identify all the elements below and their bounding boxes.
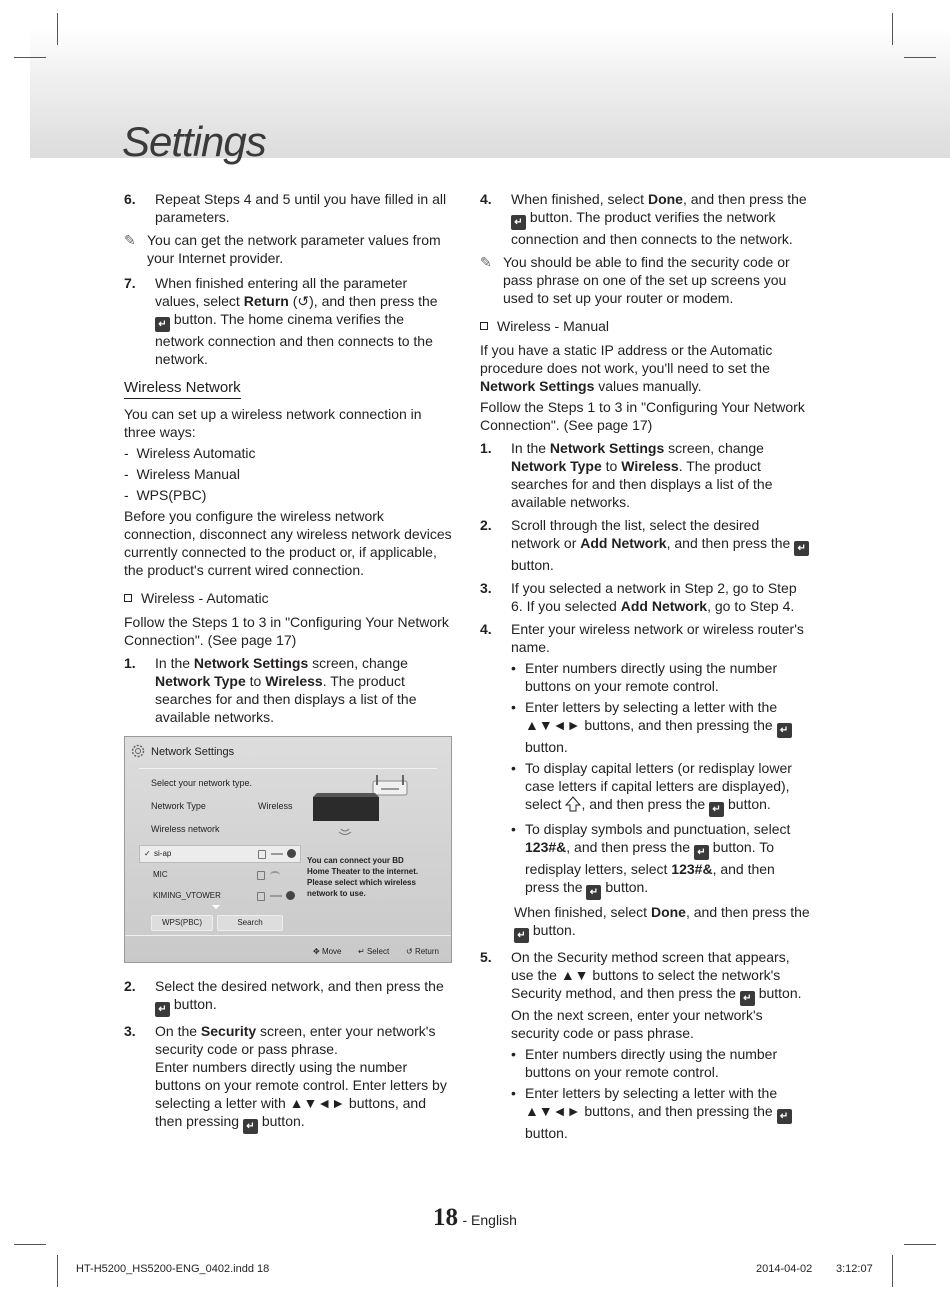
list-item: • Enter numbers directly using the number buttons on your remote control. (511, 1046, 778, 1080)
enter-button-icon: ↵ (586, 885, 601, 900)
list-item: • Enter letters by selecting a letter with the ▲▼◄► buttons, and then pressing the ↵ button. (511, 1084, 812, 1142)
list-item: • To display capital letters (or redisplay lower case letters if capital letters are displayed), select , and then press the ↵ button. (511, 760, 792, 815)
move-arrows-icon: ✥ (313, 947, 320, 956)
screen-info-text: You can connect your BD Home Theater to the internet. Please select which wireless network to use. (307, 856, 419, 898)
crop-mark (14, 57, 46, 58)
search-button[interactable]: Search (217, 915, 283, 931)
lock-icon (257, 871, 265, 880)
enter-button-icon: ↵ (514, 928, 529, 943)
checkbox-bullet-icon (480, 322, 488, 330)
list-item: - Wireless Automatic (124, 445, 256, 461)
router-and-player-illustration (311, 773, 411, 839)
checkbox-bullet-icon (124, 594, 132, 602)
pencil-note-icon: ✎ (480, 254, 492, 270)
lock-icon (257, 892, 265, 901)
arrow-right-icon (286, 891, 295, 900)
page-number: 18 - English (433, 1204, 517, 1231)
settings-gear-icon (131, 744, 145, 758)
screen-title: Network Settings (151, 746, 235, 758)
manual-step-4: 4. Enter your wireless network or wireless router's name. • Enter numbers directly using the number buttons on your remote control. • Enter letters by selecting a letter with the ▲▼◄► buttons, and then pressing the ↵ button. • To display capital letters (or redisplay lower case letters if capital letters are displayed), select , and then press the ↵ button. • To display symbols and punctuation, select 123#&, and then press the ↵ button. To redisplay letters, select 123#&, and then press the ↵ button. When finished, select Done, and then press the ↵ button. (480, 620, 812, 943)
crop-mark (904, 1244, 936, 1245)
auto-step-3: 3. On the Security screen, enter your network's security code or pass phrase. Enter numbers directly using the number buttons on your remote control. Enter letters by selecting a letter with ▲▼◄► buttons, and then pressing ↵ button. (124, 1023, 447, 1132)
list-item: • To display symbols and punctuation, select 123#&, and then press the ↵ button. To redisplay letters, select 123#&, and then press the ↵ button. (511, 821, 791, 898)
wps-pbc-button[interactable]: WPS(PBC) (151, 915, 213, 931)
enter-button-icon: ↵ (694, 845, 709, 860)
crop-mark (892, 13, 893, 45)
enter-button-icon: ↵ (243, 1119, 258, 1134)
auto-step-1: 1. In the Network Settings screen, change Network Type to Wireless. The product searches for and then displays a list of the available networks. (124, 655, 417, 725)
list-item: • Enter letters by selecting a letter with the ▲▼◄► buttons, and then pressing the ↵ button. (511, 698, 812, 756)
pencil-note-icon: ✎ (124, 232, 136, 248)
list-item: - WPS(PBC) (124, 487, 207, 503)
list-item: • Enter numbers directly using the number buttons on your remote control. (511, 660, 778, 694)
enter-button-icon: ↵ (740, 991, 755, 1006)
enter-button-icon: ↵ (777, 723, 792, 738)
enter-button-icon: ↵ (511, 215, 526, 230)
wireless-before: Before you configure the wireless network connection, disconnect any wireless network devices currently connected to the product or, if applicable, the product's current wired connection. (124, 508, 452, 578)
enter-button-icon: ↵ (155, 317, 170, 332)
manual-step-5: 5. On the Security method screen that appears, use the ▲▼ buttons to select the network's Security method, and then press the ↵ button. On the next screen, enter your network's security code or pass phrase. • Enter numbers directly using the number buttons on your remote control. • Enter letters by selecting a letter with the ▲▼◄► buttons, and then pressing the ↵ button. (480, 948, 812, 1142)
enter-button-icon: ↵ (155, 1002, 170, 1017)
slug-date: 2014-04-02 (756, 1263, 813, 1275)
manual-step-4-bullets (511, 659, 812, 900)
enter-button-icon: ↵ (777, 1109, 792, 1124)
note-network-values: ✎ You can get the network parameter values from your Internet provider. (124, 232, 441, 266)
crop-mark (57, 1255, 58, 1287)
return-icon: ↺ (406, 947, 413, 956)
arrow-right-icon (287, 849, 296, 858)
crop-mark (57, 13, 58, 45)
lock-icon (258, 850, 266, 859)
network-settings-screenshot (124, 736, 452, 963)
left-column (124, 190, 454, 1139)
hint-move: ✥ Move (313, 947, 342, 956)
subhead-wireless-manual: Wireless - Manual (480, 317, 812, 335)
auto-step-4: 4. When finished, select Done, and then press the ↵ button. The product verifies the network connection and then connects to the network. (480, 191, 807, 247)
wireless-network-label: Wireless network (151, 824, 220, 834)
check-icon: ✓ (144, 849, 151, 858)
crop-mark (14, 1244, 46, 1245)
signal-icon (270, 871, 280, 879)
wireless-intro: You can set up a wireless network connection in three ways: (124, 406, 422, 440)
signal-icon (271, 853, 283, 855)
network-row-kiming-vtower[interactable]: KIMING_VTOWER (139, 888, 299, 904)
manual-intro: If you have a static IP address or the Automatic procedure does not work, you'll need to set the Network Settings values manually. (480, 342, 773, 394)
network-type-label: Network Type (151, 801, 206, 811)
enter-button-icon: ↵ (709, 802, 724, 817)
manual-step-3: 3. If you selected a network in Step 2, go to Step 6. If you selected Add Network, go to Step 4. (480, 580, 797, 614)
crop-mark (904, 57, 936, 58)
shift-arrow-icon (565, 796, 581, 812)
network-row-si-ap[interactable]: ✓ si-ap (139, 845, 301, 863)
manual-step-2: 2. Scroll through the list, select the desired network or Add Network, and then press the ↵ button. (480, 516, 812, 574)
hint-return: ↺ Return (406, 947, 439, 956)
divider (139, 768, 437, 769)
signal-icon (270, 895, 282, 897)
divider (125, 935, 451, 936)
enter-button-icon: ↵ (794, 541, 809, 556)
list-item: - Wireless Manual (124, 466, 240, 482)
manual-follow: Follow the Steps 1 to 3 in "Configuring Your Network Connection". (See page 17) (480, 399, 805, 433)
file-slug: HT-H5200_HS5200-ENG_0402.indd 18 (76, 1263, 270, 1275)
manual-step-4-done: When finished, select Done, and then press the ↵ button. (514, 904, 810, 941)
step-7: 7. When finished entering all the parameter values, select Return (↺), and then press the ↵ button. The home cinema verifies the network connection and then connects to the network. (124, 275, 438, 367)
section-title-wireless-network: Wireless Network (124, 379, 241, 399)
manual-step-1: 1. In the Network Settings screen, change Network Type to Wireless. The product searches for and then displays a list of the available networks. (480, 440, 773, 510)
screen-prompt: Select your network type. (151, 778, 253, 788)
subhead-wireless-automatic: Wireless - Automatic (124, 589, 454, 607)
page-title: Settings (122, 118, 266, 165)
manual-step-5-bullets (511, 1045, 812, 1142)
network-row-mic[interactable]: MIC (139, 867, 299, 883)
auto-follow: Follow the Steps 1 to 3 in "Configuring Your Network Connection". (See page 17) (124, 614, 449, 648)
hint-select: ↵ Select (358, 947, 390, 956)
crop-mark (892, 1255, 893, 1287)
note-security-code: ✎ You should be able to find the security code or pass phrase on one of the set up screens you used to set up your router or modem. (480, 254, 790, 306)
scroll-down-icon[interactable] (212, 905, 220, 909)
step-6: 6. Repeat Steps 4 and 5 until you have filled in all parameters. (124, 191, 447, 225)
right-column (480, 190, 812, 1147)
network-type-value[interactable]: Wireless (258, 801, 293, 811)
auto-step-2: 2. Select the desired network, and then press the ↵ button. (124, 978, 444, 1015)
slug-time: 3:12:07 (836, 1263, 873, 1275)
select-icon: ↵ (358, 947, 365, 956)
